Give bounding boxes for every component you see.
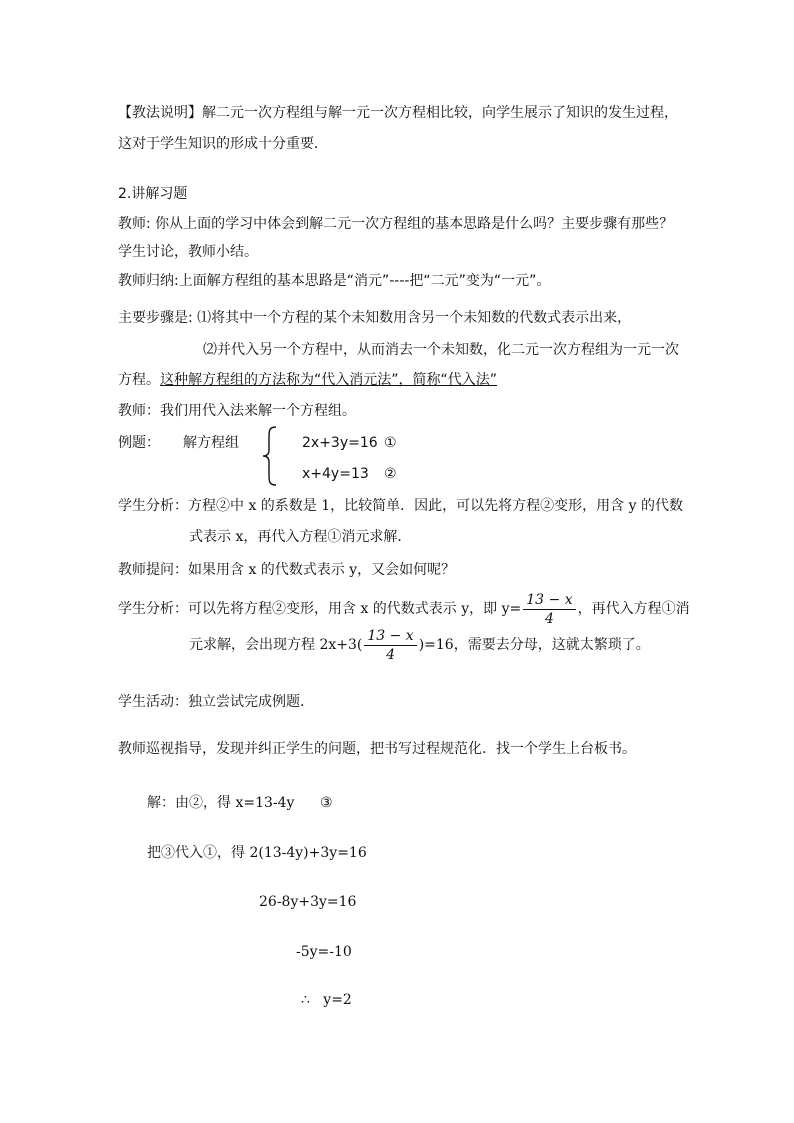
- equation-brace: [260, 425, 280, 487]
- solution-step-4: -5y=-10: [296, 944, 352, 960]
- equation-1-mark: ①: [384, 435, 397, 451]
- solution-step-3: 26-8y+3y=16: [259, 894, 357, 910]
- steps-step1-line: [118, 308, 631, 328]
- fraction-2-numerator: 13 − x: [364, 627, 416, 646]
- analysis2-line2: [189, 624, 650, 666]
- student-discussion: 学生讨论，教师小结。: [118, 244, 258, 260]
- solution-step-2: 把③代入①，得 2(13-4y)+3y=16: [147, 845, 367, 861]
- teacher-summary: 教师归纳:上面解方程组的基本思路是“消元”----把“二元”变为“一元”。: [118, 273, 551, 289]
- therefore-symbol: ∴: [301, 992, 310, 1008]
- analysis2-line1-pre: 学生分析：可以先将方程②变形，用含 x 的代数式表示 y，即 y=: [118, 601, 522, 617]
- solution-step-1-mark: ③: [320, 795, 333, 811]
- analysis1-line1: 学生分析：方程②中 x 的系数是 1，比较简单．因此，可以先将方程②变形，用含 y 的代数: [118, 498, 683, 514]
- steps-step2: ⑵并代入另一个方程中，从而消去一个未知数，化二元一次方程组为一元一次: [203, 342, 679, 358]
- fraction-1-denominator: 4: [544, 610, 554, 627]
- steps-step2-plain: 方程。: [118, 372, 160, 388]
- example-solve: 解方程组: [183, 435, 239, 451]
- teacher-question-1: 教师: 你从上面的学习中体会到解二元一次方程组的基本思路是什么吗？主要步骤有那些？: [118, 216, 674, 232]
- equation-2-mark: ②: [384, 466, 397, 482]
- analysis1-line2: 式表示 x，再代入方程①消元求解．: [189, 529, 412, 545]
- p1-line1-text: 解二元一次方程组与解一元一次方程相比较，向学生展示了知识的发生过程，: [202, 105, 678, 121]
- fraction-1-numerator: 13 − x: [523, 591, 575, 610]
- steps-label: 主要步骤是:: [118, 310, 198, 326]
- steps-step2-cont: [118, 370, 497, 390]
- equation-1: 2x+3y=16: [302, 435, 378, 451]
- teacher-patrol: 教师巡视指导，发现并纠正学生的问题，把书写过程规范化．找一个学生上台板书。: [118, 741, 636, 757]
- p1-line2: 这对于学生知识的形成十分重要．: [118, 136, 328, 152]
- solution-step-5-text: y=2: [323, 992, 352, 1008]
- solution-step-5: [301, 990, 352, 1010]
- p1-lead: 【教法说明】: [118, 105, 202, 121]
- fraction-2: [364, 627, 416, 664]
- method-name-underlined: 这种解方程组的方法称为“代入消元法”，简称“代入法”: [160, 372, 498, 388]
- equation-2: x+4y=13: [302, 466, 369, 482]
- fraction-1: [523, 591, 575, 628]
- example-label: 例题：: [118, 435, 160, 451]
- section-heading: 2.讲解习题: [118, 186, 188, 202]
- fraction-2-denominator: 4: [386, 646, 395, 663]
- teacher-intro: 教师：我们用代入法来解一个方程组。: [118, 403, 356, 419]
- analysis2-line1-post: ，再代入方程①消: [577, 601, 690, 617]
- teacher-question-2: 教师提问：如果用含 x 的代数式表示 y，又会如何呢？: [118, 562, 456, 578]
- analysis2-line2-post: )=16，需要去分母，这就太繁琐了。: [418, 637, 650, 653]
- student-activity: 学生活动：独立尝试完成例题．: [118, 694, 314, 710]
- solution-step-1: 解：由②，得 x=13-4y: [147, 795, 295, 811]
- analysis2-line2-pre: 元求解，会出现方程 2x+3(: [189, 637, 363, 653]
- p1-line1: [118, 103, 678, 123]
- steps-step1: ⑴将其中一个方程的某个未知数用含另一个未知数的代数式表示出来，: [197, 310, 632, 326]
